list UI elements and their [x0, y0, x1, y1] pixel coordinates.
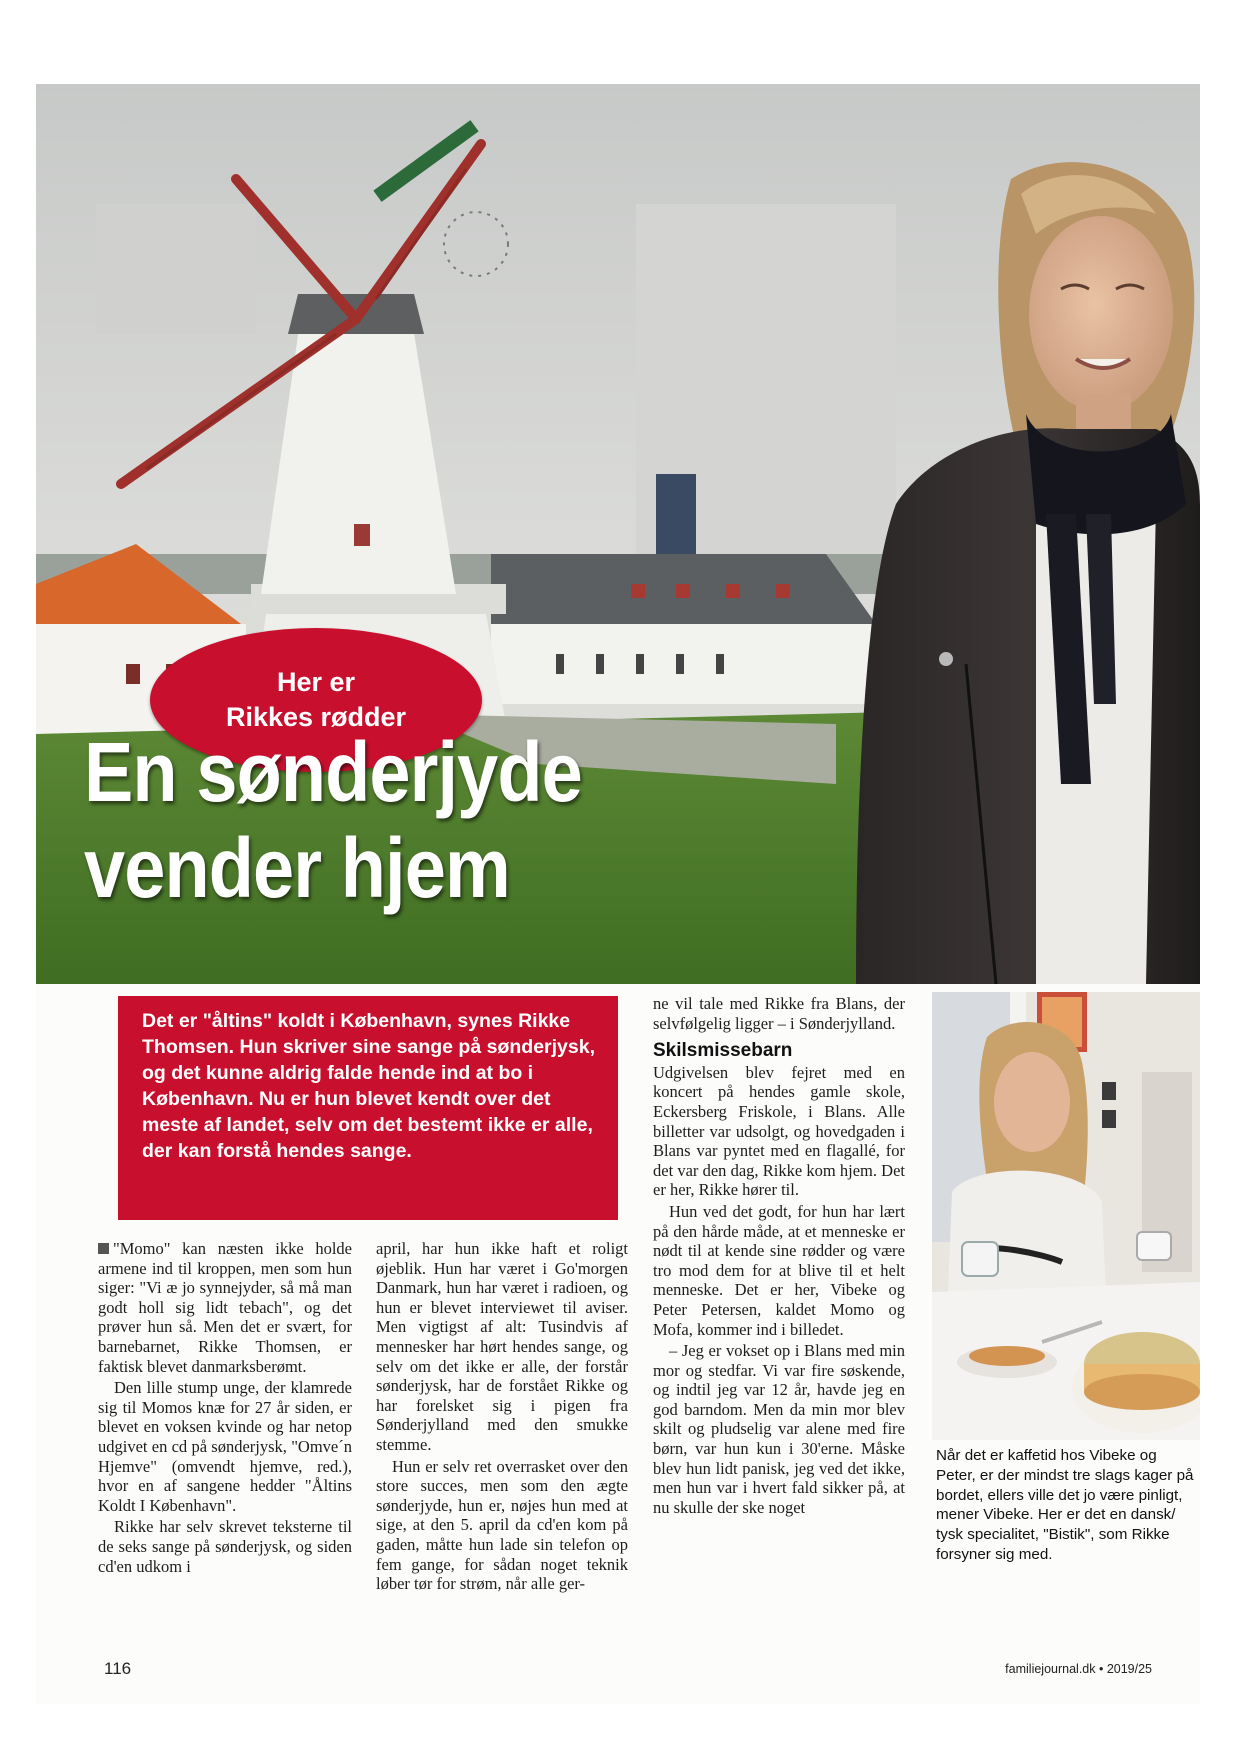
section-tag-line2: Rikkes rødder: [225, 702, 407, 732]
paragraph: Hun ved det godt, for hun har lært på den hårde måde, at et menneske er nødt til at kende sine rødder og være tro mod dem for at blive til et helt menneske. Det er her, Vibeke og Peter Petersen, kaldet Momo og Mofa, kommer ind i billedet.: [653, 1201, 905, 1339]
coffee-table-photo: [932, 992, 1200, 1440]
page-number: 116: [104, 1659, 132, 1678]
paragraph: Den lille stump unge, der klamrede sig til Momos knæ for 27 år siden, er blevet en voksen kvinde og har netop udgivet en cd på sønderjysk, "Omve´n Hjemve" (omvendt hjemve, red.), hvor en af sangene hedder "Åltins Koldt I København".: [98, 1378, 352, 1515]
magazine-page: [36, 84, 1200, 1704]
paragraph-text: "Momo" kan næsten ikke holde armene ind til kroppen, men som hun siger: "Vi æ jo synnejyder, så må man godt holl sig lidt tebach", og det prøver hun så. Men det er svært, for barnebarnet, Rikke Thomsen, er faktisk blevet danmarksberømt.: [98, 1239, 352, 1376]
article-column-1: [98, 1239, 352, 1578]
headline: [84, 724, 582, 916]
start-square-icon: [98, 1243, 109, 1254]
photo-caption: Når det er kaffetid hos Vibeke og Peter, er der mindst tre slags kager på bordet, ellers ville det jo være pinligt, mener Vibeke. Her er det en dansk/ tysk specialitet, "Bistik", som Rikke forsyner sig med.: [936, 1447, 1194, 1563]
paragraph: april, har hun ikke haft et roligt øjeblik. Hun har været i Go'morgen Danmark, hun har været i radioen, og hun er blevet interviewet til aviser. Men vigtigst af alt: Tusindvis af mennesker har hørt hendes sange, og selv om det ikke er alle, der forstår sønderjysk, har de forstået Rikke og har forelsket sig i pigen fra Sønderjylland med den smukke stemme.: [376, 1239, 628, 1454]
article-column-2: [376, 1239, 628, 1596]
article-column-3: [653, 994, 905, 1519]
paragraph: Rikke har selv skrevet teksterne til de seks sange på sønderjysk, og siden cd'en udkom i: [98, 1517, 352, 1576]
headline-line1: En sønderjyde: [84, 725, 582, 819]
headline-line2: vender hjem: [84, 821, 510, 915]
paragraph: Hun er selv ret overrasket over den store succes, men som den ægte sønderjyde, hun er, nøjes hun med at sige, at den 5. april da cd'en kom på gaden, måtte hun lade sin telefon op fem gange, for sådan noget teknik løber tør for strøm, når alle ger-: [376, 1456, 628, 1594]
footer-credit: familiejournal.dk • 2019/25: [1005, 1662, 1152, 1676]
intro-box: Det er "åltins" koldt i København, synes Rikke Thomsen. Hun skriver sine sange på sønderjysk, og det kunne aldrig falde hende ind at bo i København. Nu er hun blevet kendt over det meste af landet, selv om det bestemt ikke er alle, der kan forstå hendes sange.: [118, 996, 618, 1220]
paragraph: ne vil tale med Rikke fra Blans, der selvfølgelig ligger – i Sønderjylland.: [653, 994, 905, 1033]
paragraph: Udgivelsen blev fejret med en koncert på hendes gamle skole, Eckersberg Friskole, i Blans. Alle billetter var udsolgt, og hovedgaden i Blans var pyntet med en flagallé, for det var den dag, Rikke kom hjem. Det er her, Rikke hører til.: [653, 1062, 905, 1200]
subheading: Skilsmissebarn: [653, 1040, 793, 1062]
section-tag-line1: Her er: [276, 667, 356, 697]
paragraph: – Jeg er vokset op i Blans med min mor og stedfar. Vi var fire søskende, og indtil jeg var 12 år, havde jeg en god barndom. Men da min mor blev skilt og pludselig var alene med fire børn, var hun kun i 30'erne. Måske blev hun lidt panisk, jeg ved det ikke, men hun var i hvert fald sikker på, at nu skulle der ske noget: [653, 1341, 905, 1517]
paragraph: [98, 1239, 352, 1376]
